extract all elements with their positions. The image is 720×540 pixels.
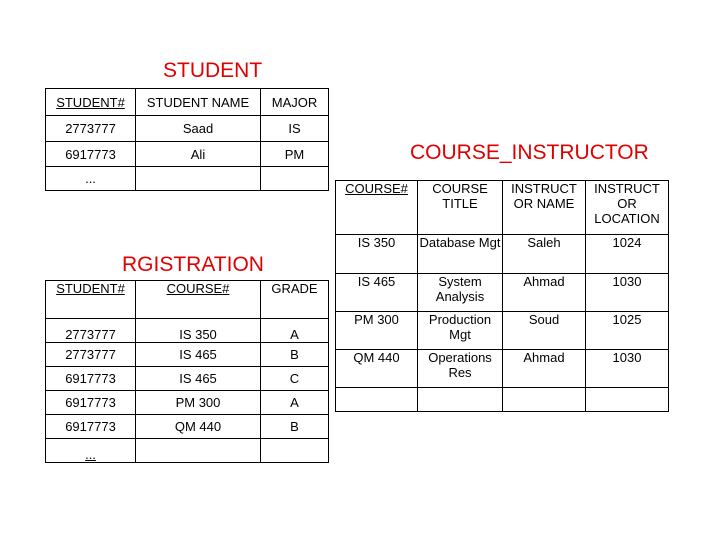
table-row xyxy=(336,312,669,350)
table-header-row xyxy=(46,89,329,116)
table-row xyxy=(336,350,669,388)
table-row xyxy=(46,439,329,463)
registration-table-title: RGISTRATION xyxy=(122,253,264,276)
table-cell: 1030 xyxy=(586,274,669,312)
table-cell: IS 350 xyxy=(336,235,418,274)
table-cell: PM 300 xyxy=(136,391,261,415)
header-cell: COURSE# xyxy=(136,281,261,319)
table-row xyxy=(46,343,329,367)
table-row xyxy=(46,167,329,191)
table-cell xyxy=(136,167,261,191)
table-cell: QM 440 xyxy=(336,350,418,388)
table-row xyxy=(336,274,669,312)
table-cell: A xyxy=(261,391,329,415)
table-cell: IS 465 xyxy=(136,343,261,367)
table-cell: Operations Res xyxy=(418,350,503,388)
table-cell: 2773777 xyxy=(46,343,136,367)
table-row xyxy=(46,415,329,439)
table-cell: Saleh xyxy=(503,235,586,274)
table-row xyxy=(46,142,329,167)
table-cell: 1025 xyxy=(586,312,669,350)
header-cell: COURSE TITLE xyxy=(418,181,503,235)
table-cell: IS 350 xyxy=(136,319,261,343)
table-cell xyxy=(503,388,586,412)
table-cell xyxy=(336,388,418,412)
table-cell: 1024 xyxy=(586,235,669,274)
table-cell: B xyxy=(261,415,329,439)
header-cell: MAJOR xyxy=(261,89,329,116)
table-row xyxy=(46,116,329,142)
table-row xyxy=(46,319,329,343)
table-cell: ... xyxy=(46,167,136,191)
table-cell: 2773777 xyxy=(46,319,136,343)
header-cell: GRADE xyxy=(261,281,329,319)
course-instructor-table xyxy=(335,180,669,412)
table-cell: 6917773 xyxy=(46,142,136,167)
table-cell: 6917773 xyxy=(46,367,136,391)
table-cell: Soud xyxy=(503,312,586,350)
table-cell xyxy=(586,388,669,412)
table-cell: System Analysis xyxy=(418,274,503,312)
table-cell xyxy=(261,167,329,191)
table-row xyxy=(46,367,329,391)
table-cell: IS 465 xyxy=(336,274,418,312)
table-cell: A xyxy=(261,319,329,343)
table-cell xyxy=(136,439,261,463)
table-cell: Production Mgt xyxy=(418,312,503,350)
table-header-row xyxy=(46,281,329,319)
table-cell: Ahmad xyxy=(503,274,586,312)
course-instructor-table-title: COURSE_INSTRUCTOR xyxy=(410,141,649,164)
table-cell: Ahmad xyxy=(503,350,586,388)
table-cell: QM 440 xyxy=(136,415,261,439)
header-cell: STUDENT# xyxy=(46,89,136,116)
table-cell: 1030 xyxy=(586,350,669,388)
registration-table xyxy=(45,280,329,463)
table-cell: Ali xyxy=(136,142,261,167)
table-cell: Database Mgt xyxy=(418,235,503,274)
header-cell: COURSE# xyxy=(336,181,418,235)
table-cell: IS 465 xyxy=(136,367,261,391)
table-header-row xyxy=(336,181,669,235)
table-cell: PM 300 xyxy=(336,312,418,350)
table-cell xyxy=(261,439,329,463)
table-row xyxy=(336,388,669,412)
table-row xyxy=(46,391,329,415)
header-cell: STUDENT# xyxy=(46,281,136,319)
table-cell: C xyxy=(261,367,329,391)
student-table-title: STUDENT xyxy=(163,59,263,82)
table-cell xyxy=(418,388,503,412)
table-cell: 2773777 xyxy=(46,116,136,142)
table-cell: ... xyxy=(46,439,136,463)
table-cell: B xyxy=(261,343,329,367)
table-cell: 6917773 xyxy=(46,391,136,415)
student-table xyxy=(45,88,329,191)
table-cell: Saad xyxy=(136,116,261,142)
table-cell: PM xyxy=(261,142,329,167)
header-cell: INSTRUCT OR LOCATION xyxy=(586,181,669,235)
table-cell: IS xyxy=(261,116,329,142)
header-cell: STUDENT NAME xyxy=(136,89,261,116)
header-cell: INSTRUCT OR NAME xyxy=(503,181,586,235)
table-row xyxy=(336,235,669,274)
table-cell: 6917773 xyxy=(46,415,136,439)
